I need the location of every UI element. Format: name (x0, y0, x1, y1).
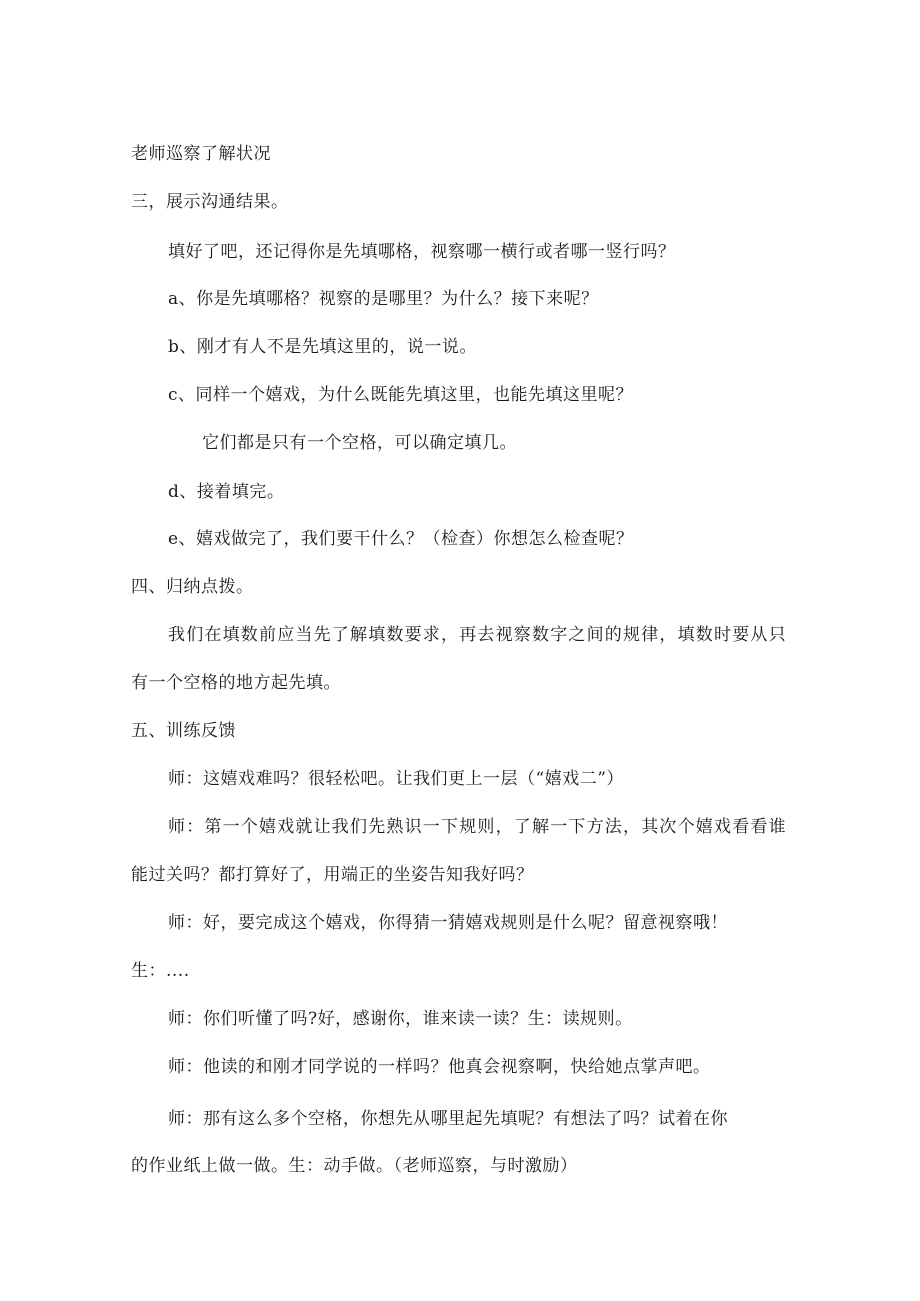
text-line: 它们都是只有一个空格，可以确定填几。 (202, 433, 517, 453)
dialogue-line: 师：他读的和刚才同学说的一样吗？他真会视察啊，快给她点掌声吧。 (168, 1057, 711, 1077)
dialogue-line: 师：好，要完成这个嬉戏，你得猜一猜嬉戏规则是什么呢？留意视察哦！ (168, 913, 728, 933)
dialogue-line: 生：.... (131, 961, 190, 981)
paragraph-line: 有一个空格的地方起先填。 (131, 673, 341, 693)
section-heading-3: 三，展示沟通结果。 (131, 192, 289, 212)
text-line: 填好了吧，还记得你是先填哪格，视察哪一横行或者哪一竖行吗？ (168, 242, 676, 262)
dialogue-line: 师：那有这么多个空格，你想先从哪里起先填呢？有想法了吗？试着在你 (168, 1109, 728, 1129)
list-item-e: e、嬉戏做完了，我们要干什么？（检查）你想怎么检查呢？ (168, 529, 634, 549)
section-heading-5: 五、训练反馈 (131, 721, 236, 741)
dialogue-line: 师：你们听懂了吗?好，感谢你，谁来读一读？生：读规则。 (168, 1009, 633, 1029)
list-item-a: a、你是先填哪格？视察的是哪里？为什么？接下来呢？ (168, 289, 599, 309)
paragraph-line: 我们在填数前应当先了解填数要求，再去视察数字之间的规律，填数时要从只 (168, 625, 787, 645)
list-item-b: b、刚才有人不是先填这里的，说一说。 (168, 337, 477, 357)
dialogue-line: 的作业纸上做一做。生：动手做。（老师巡察，与时激励） (131, 1156, 578, 1176)
list-item-d: d、接着填完。 (168, 482, 285, 502)
dialogue-line: 师：这嬉戏难吗？很轻松吧。让我们更上一层（“嬉戏二”） (168, 769, 624, 789)
section-heading-4: 四、归纳点拨。 (131, 577, 254, 597)
text-line: 老师巡察了解状况 (131, 144, 271, 164)
dialogue-line: 师：第一个嬉戏就让我们先熟识一下规则，了解一下方法，其次个嬉戏看看谁 (168, 817, 787, 837)
list-item-c: c、同样一个嬉戏，为什么既能先填这里，也能先填这里呢？ (168, 385, 634, 405)
dialogue-line: 能过关吗？都打算好了，用端正的坐姿告知我好吗？ (131, 865, 534, 885)
